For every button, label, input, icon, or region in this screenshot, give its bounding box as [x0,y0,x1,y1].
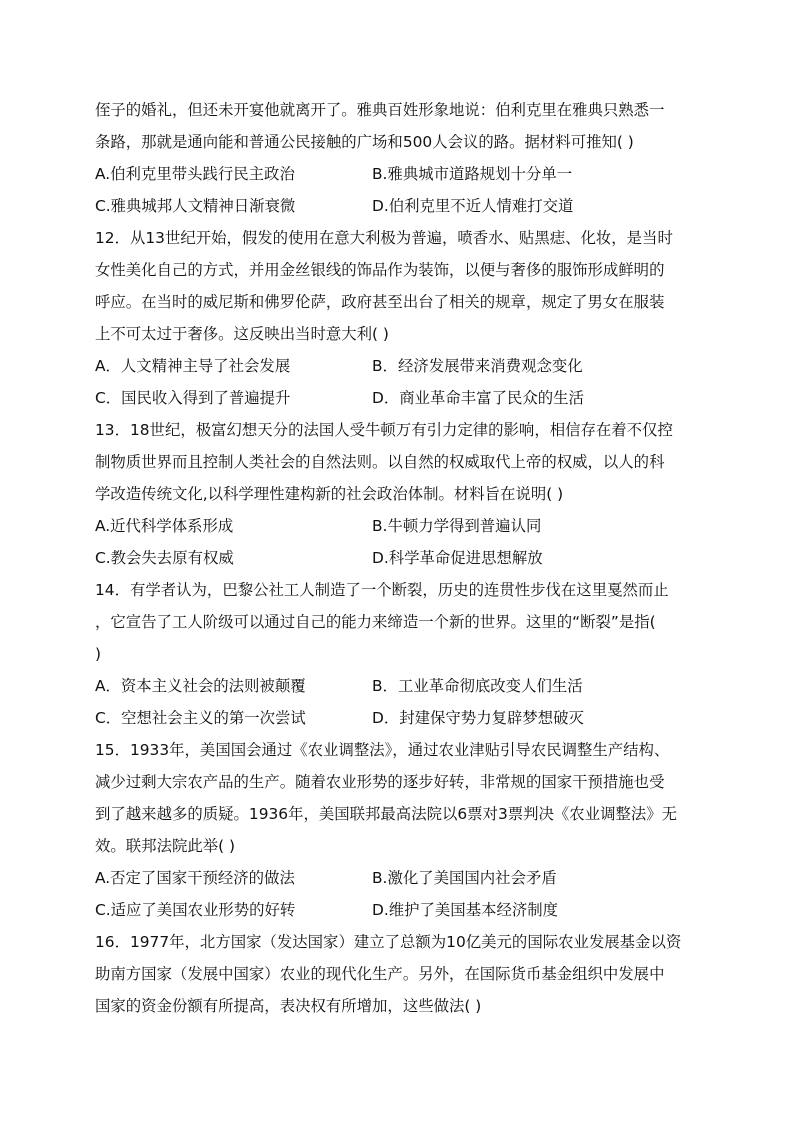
question-text-line: 减少过剩大宗农产品的生产。随着农业形势的逐步好转，非常规的国家干预措施也受 [95,773,665,791]
answer-option: C.适应了美国农业形势的好转 [95,901,296,919]
answer-option: C.教会失去原有权威 [95,549,234,567]
question-text-line: 制物质世界而且控制人类社会的自然法则。以自然的权威取代上帝的权威，以人的科 [95,453,665,471]
answer-option: B．经济发展带来消费观念变化 [372,357,583,375]
answer-option: D.伯利克里不近人情难打交道 [372,197,574,215]
answer-option: C．空想社会主义的第一次尝试 [95,709,306,727]
question-block [95,94,705,222]
answer-option: B.雅典城市道路规划十分单一 [372,165,573,183]
answer-option: A.否定了国家干预经济的做法 [95,869,295,887]
question-text-line: 效。联邦法院此举( ) [95,837,236,855]
answer-option: D.维护了美国基本经济制度 [372,901,559,919]
option-row [95,190,705,222]
answer-option: A.近代科学体系形成 [95,517,234,535]
answer-option: C．国民收入得到了普遍提升 [95,389,291,407]
option-row [95,670,705,702]
question-text-line: 侄子的婚礼，但还未开宴他就离开了。雅典百姓形象地说：伯利克里在雅典只熟悉一 [95,101,665,119]
question-block [95,734,705,926]
question-text-line: 13．18世纪，极富幻想天分的法国人受牛顿万有引力定律的影响，相信存在着不仅控 [95,421,673,439]
question-list [95,94,705,1022]
question-text-line: ) [95,645,102,663]
answer-option: B.激化了美国国内社会矛盾 [372,869,557,887]
option-row [95,158,705,190]
answer-option: D.科学革命促进思想解放 [372,549,543,567]
question-text-line: 条路，那就是通向能和普通公民接触的广场和500人会议的路。据材料可推知( ) [95,133,634,151]
question-text-line: 15．1933年，美国国会通过《农业调整法》，通过农业津贴引导农民调整生产结构、 [95,741,670,759]
option-row [95,382,705,414]
answer-option: D．商业革命丰富了民众的生活 [372,389,584,407]
question-text-line: 助南方国家（发展中国家）农业的现代化生产。另外，在国际货币基金组织中发展中 [95,965,665,983]
question-block [95,414,705,574]
answer-option: A.伯利克里带头践行民主政治 [95,165,295,183]
answer-option: A．资本主义社会的法则被颠覆 [95,677,306,695]
question-text-line: 到了越来越多的质疑。1936年，美国联邦最高法院以6票对3票判决《农业调整法》无 [95,805,678,823]
option-row [95,862,705,894]
question-text-line: 14．有学者认为，巴黎公社工人制造了一个断裂，历史的连贯性步伐在这里戛然而止 [95,581,669,599]
answer-option: C.雅典城邦人文精神日渐衰微 [95,197,296,215]
answer-option: B.牛顿力学得到普遍认同 [372,517,542,535]
question-text-line: 学改造传统文化,以科学理性建构新的社会政治体制。材料旨在说明( ) [95,485,564,503]
option-row [95,894,705,926]
answer-option: A．人文精神主导了社会发展 [95,357,291,375]
option-row [95,702,705,734]
question-text-line: 女性美化自己的方式，并用金丝银线的饰品作为装饰，以便与奢侈的服饰形成鲜明的 [95,261,665,279]
question-text-line: 12．从13世纪开始，假发的使用在意大利极为普遍，喷香水、贴黑痣、化妆，是当时 [95,229,673,247]
question-text-line: 上不可太过于奢侈。这反映出当时意大利( ) [95,325,389,343]
option-row [95,350,705,382]
question-text-line: ，它宣告了工人阶级可以通过自己的能力来缔造一个新的世界。这里的“断裂”是指( [95,613,656,631]
option-row [95,510,705,542]
question-block [95,574,705,734]
question-block [95,926,705,1022]
question-text-line: 16．1977年，北方国家（发达国家）建立了总额为10亿美元的国际农业发展基金以资 [95,933,682,951]
question-block [95,222,705,414]
answer-option: B．工业革命彻底改变人们生活 [372,677,583,695]
option-row [95,542,705,574]
question-text-line: 国家的资金份额有所提高，表决权有所增加，这些做法( ) [95,997,482,1015]
answer-option: D．封建保守势力复辟梦想破灭 [372,709,584,727]
question-text-line: 呼应。在当时的威尼斯和佛罗伦萨，政府甚至出台了相关的规章，规定了男女在服装 [95,293,665,311]
